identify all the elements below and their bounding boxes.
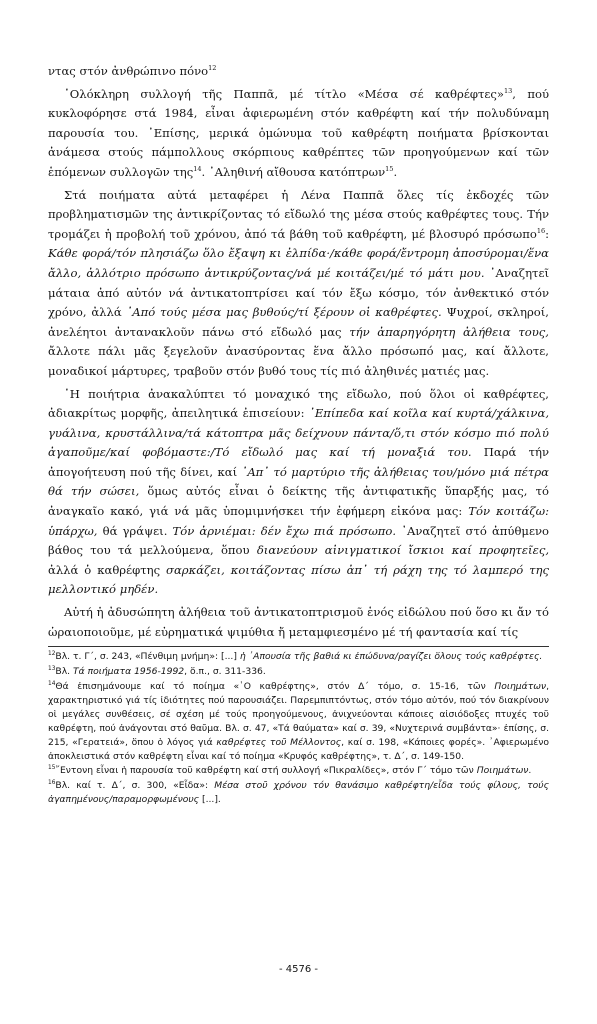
page [48,62,549,808]
text-run: ἀλλά ὁ καθρέφτης [48,562,167,577]
footnote-text: , ὅ.π., σ. 311-336. [184,666,266,678]
text-run: Παρά τήν ἀπογοήτευση πού τῆς δίνει, καί [48,445,549,479]
footnote-text: ῎Εντονη εἶναι ἡ παρουσία τοῦ καθρέφτη καί στή συλλογή «Πικραλίδες», στόν Γ΄ τόμο τῶν [55,765,477,777]
footnote-text: Βλ. [55,666,73,678]
footnote-ref-12[interactable]: 12 [208,64,217,73]
poem-quote: σαρκάζει, κοιτάζοντας πίσω ἀπ᾿ τή ράχη της τό λαμπερό της μελλοντικό μηδέν. [48,562,549,597]
text-run: Ψυχροί, σκληροί, ἀνελέητοι ἀντανακλοῦν πάνω στό εἴδωλό μας [48,305,549,339]
footnote-quote: ἡ ᾿Απουσία τῆς βαθιά κι ἐπώδυνα/ραγίζει ὅλους τούς καθρέφτες. [239,651,543,663]
footnote-number: 14 [48,680,56,687]
footnote-14 [48,680,549,763]
footnote-number: 12 [48,651,56,658]
text-run: θά γράψει. [97,523,173,538]
text-run: : [545,226,549,241]
poem-quote: Τόν ἀρνιέμαι: δέν ἔχω πιά πρόσωπο. [172,523,397,538]
footnote-ref-13[interactable]: 13 [503,86,513,95]
footnote-quote: Μέσα στοῦ χρόνου τόν θανάσιμο καθρέφτη/εἶδα τούς φίλους, τούς ἀγαπημένους/παραμορφωμένους [48,780,549,806]
footnote-quote: Τά ποιήματα 1956-1992 [72,666,185,678]
poem-quote: Κάθε φορά/τόν πλησιάζω ὅλο ἔξαψη κι ἐλπίδα·/κάθε φορά/ἔντρομη ἀποσύρομαι/ἕνα ἄλλο, ἀλλότριο πρόσωπο ἀντικρύζοντας/νά μέ κοιτάζει/μέ τό μάτι μου. [48,246,549,280]
footnote-text: [...]. [199,794,221,806]
footnote-text: , χαρακτηριστικό γιά τίς ἰδιότητες πού παρουσιάζει. Παρεμπιπτόντως, στόν τόμο αὐτόν, πού τόν διακρίνουν οἱ μεγάλες συνθέσεις, σέ σχέση μέ τούς προηγούμενους, ἀνιχνεύονται κάποιες αἰσιόδοξες πτυχές τοῦ καθρέφτη, πού ἀνάγονται στό θαῦμα. Βλ. σ. 47, «Τά θαύματα» καί σ. 39, «Νυχτερινά συμβάντα»· ἐπίσης, σ. 215, «Γερατειά», ὅπου ὁ λόγος γιά [48,681,549,748]
footnote-divider [48,646,549,647]
footnote-text: Θά ἐπισημάνουμε καί τό ποίημα «῾Ο καθρέφτης», στόν Δ΄ τόμο, σ. 15-16, τῶν [55,681,495,693]
text-run: . ᾿Αληθινή αἴθουσα κατόπτρων [201,164,386,179]
paragraph-2 [48,85,549,183]
footnote-number: 13 [48,666,56,673]
text-run: Στά ποιήματα αὐτά μεταφέρει ἡ Λένα Παππᾶ ὅλες τίς ἐκδοχές τῶν προβληματισμῶν της ἀντικρίζοντας τό εἴδωλό της μέσα στούς καθρέφτες τους. Τήν τρομάζει ἡ προβολή τοῦ χρόνου, ἀπό τά βάθη τοῦ καθρέφτη, μέ βλοσυρό πρόσωπο [48,187,549,241]
page-number: - 4576 - [278,964,319,975]
main-text [48,62,549,642]
footnotes [48,650,549,807]
footnote-12 [48,650,549,664]
text-run: ντας στόν ἀνθρώπινο πόνο [48,64,209,78]
text-run: , πού κυκλοφόρησε στά 1984, εἶναι ἀφιερωμένη στόν καθρέφτη καί τήν πολυδύναμη παρουσία του. ᾿Επίσης, μερικά ὁμώνυμα τοῦ καθρέφτη ποιήματα βρίσκονται ἀνάμεσα στούς πάμπολλους σκόρπιους καθρέπτες τῶν προηγούμενων καί τῶν ἑπόμενων συλλογῶν της [48,86,549,179]
poem-quote: τήν ἀπαρηγόρητη ἀλήθεια τους, [349,324,549,339]
text-run: ὅμως αὐτός εἶναι ὁ δείκτης τῆς ἀντιφατικῆς ὕπαρξής μας, τό ἀναγκαῖο κακό, γιά νά μᾶς ὑπομιμνήσκει τήν ἐφήμερη εἰκόνα μας: [48,484,549,519]
text-run: ῾Ολόκληρη συλλογή τῆς Παππᾶ, μέ τίτλο «Μέσα σέ καθρέφτες» [64,86,504,101]
paragraph-5 [48,603,549,642]
paragraph-4 [48,385,549,601]
footnote-ref-15[interactable]: 15 [385,165,394,174]
footnote-text: Βλ. καί τ. Δ΄, σ. 300, «Εἶδα»: [55,780,215,792]
footnote-16 [48,779,549,807]
footnote-ref-16[interactable]: 16 [536,226,546,235]
poem-quote: Τόν κοιτάζω: ὑπάρχω, [48,504,550,538]
footnote-text: Βλ. τ. Γ΄, σ. 243, «Πένθιμη μνήμη»: [...] [55,651,240,663]
text-run: ᾿Αναζητεῖ στό ἀπύθμενο βάθος του τά μελλούμενα, ὅπου [48,523,549,558]
footnote-text: . [528,765,532,777]
footnote-number: 16 [48,780,56,787]
paragraph-1 [48,62,549,82]
footnote-text: , καί σ. 198, «Κάποιες φορές». ᾿Αφιερωμένο ἀποκλειστικά στόν καθρέφτη εἶναι καί τό ποίημα «Κρυφός καθρέφτης», τ. Δ΄, σ. 149-150. [48,736,549,762]
poem-quote: διανεύουν αἰνιγματικοί ἴσκιοι καί προφητεῖες, [256,543,549,558]
text-run: ᾿Αναζητεῖ μάταια ἀπό αὐτόν νά ἀντικατοπτρίσει καί τόν ἔξω κόσμο, τόν ἀνθεκτικό στόν χρόνο, ἀλλά [48,265,549,320]
poem-quote: ᾿Απ᾿ τό μαρτύριο τῆς ἀλήθειας του/μόνο μιά πέτρα θά τήν σώσει, [48,464,549,499]
footnote-quote: Ποιημάτων [494,681,547,693]
footnote-number: 15 [48,765,56,772]
footnote-15 [48,764,549,778]
text-run: Αὐτή ἡ ἀδυσώπητη ἀλήθεια τοῦ ἀντικατοπτρισμοῦ ἑνός εἰδώλου πού ὅσο κι ἄν τό ὡραιοποιοῦμε, μέ εὐρηματικά ψιμύθια ἤ μεταμφιεσμένο μέ τή φαντασία καί τίς [48,605,549,639]
footnote-quote: καθρέφτες τοῦ Μέλλοντος [216,736,342,748]
poem-quote: ᾿Επίπεδα καί κοῖλα καί κυρτά/χάλκινα, γυάλινα, κρυστάλλινα/τά κάτοπτρα μᾶς δείχνουν πάντα/ὅ,τι στόν κόσμο πιό πολύ ἀγαποῦμε/καί φοβόμαστε:/Τό εἴδωλό μας καί τή μοναξιά του. [48,406,549,460]
footnote-13 [48,665,549,679]
paragraph-3 [48,186,549,382]
text-run: . [393,164,398,179]
text-run: ἄλλοτε πάλι μᾶς ξεγελοῦν ἀνασύροντας ἕνα ἄλλο πρόσωπό μας, καί ἄλλοτε, μοναδικοί μάρτυρες, τραβοῦν στόν βυθό τους τίς πιό ἀληθινές ματιές μας. [48,344,549,378]
text-run: ῾Η ποιήτρια ἀνακαλύπτει τό μοναχικό της εἴδωλο, πού ὅλοι οἱ καθρέφτες, ἀδιακρίτως μορφῆς, ἀπειλητικά ἐπισείουν: [48,386,549,421]
poem-quote: ᾿Από τούς μέσα μας βυθούς/τί ξέρουν οἱ καθρέφτες. [126,305,442,320]
footnote-quote: Ποιημάτων [476,765,529,777]
footnote-ref-14[interactable]: 14 [193,165,202,174]
